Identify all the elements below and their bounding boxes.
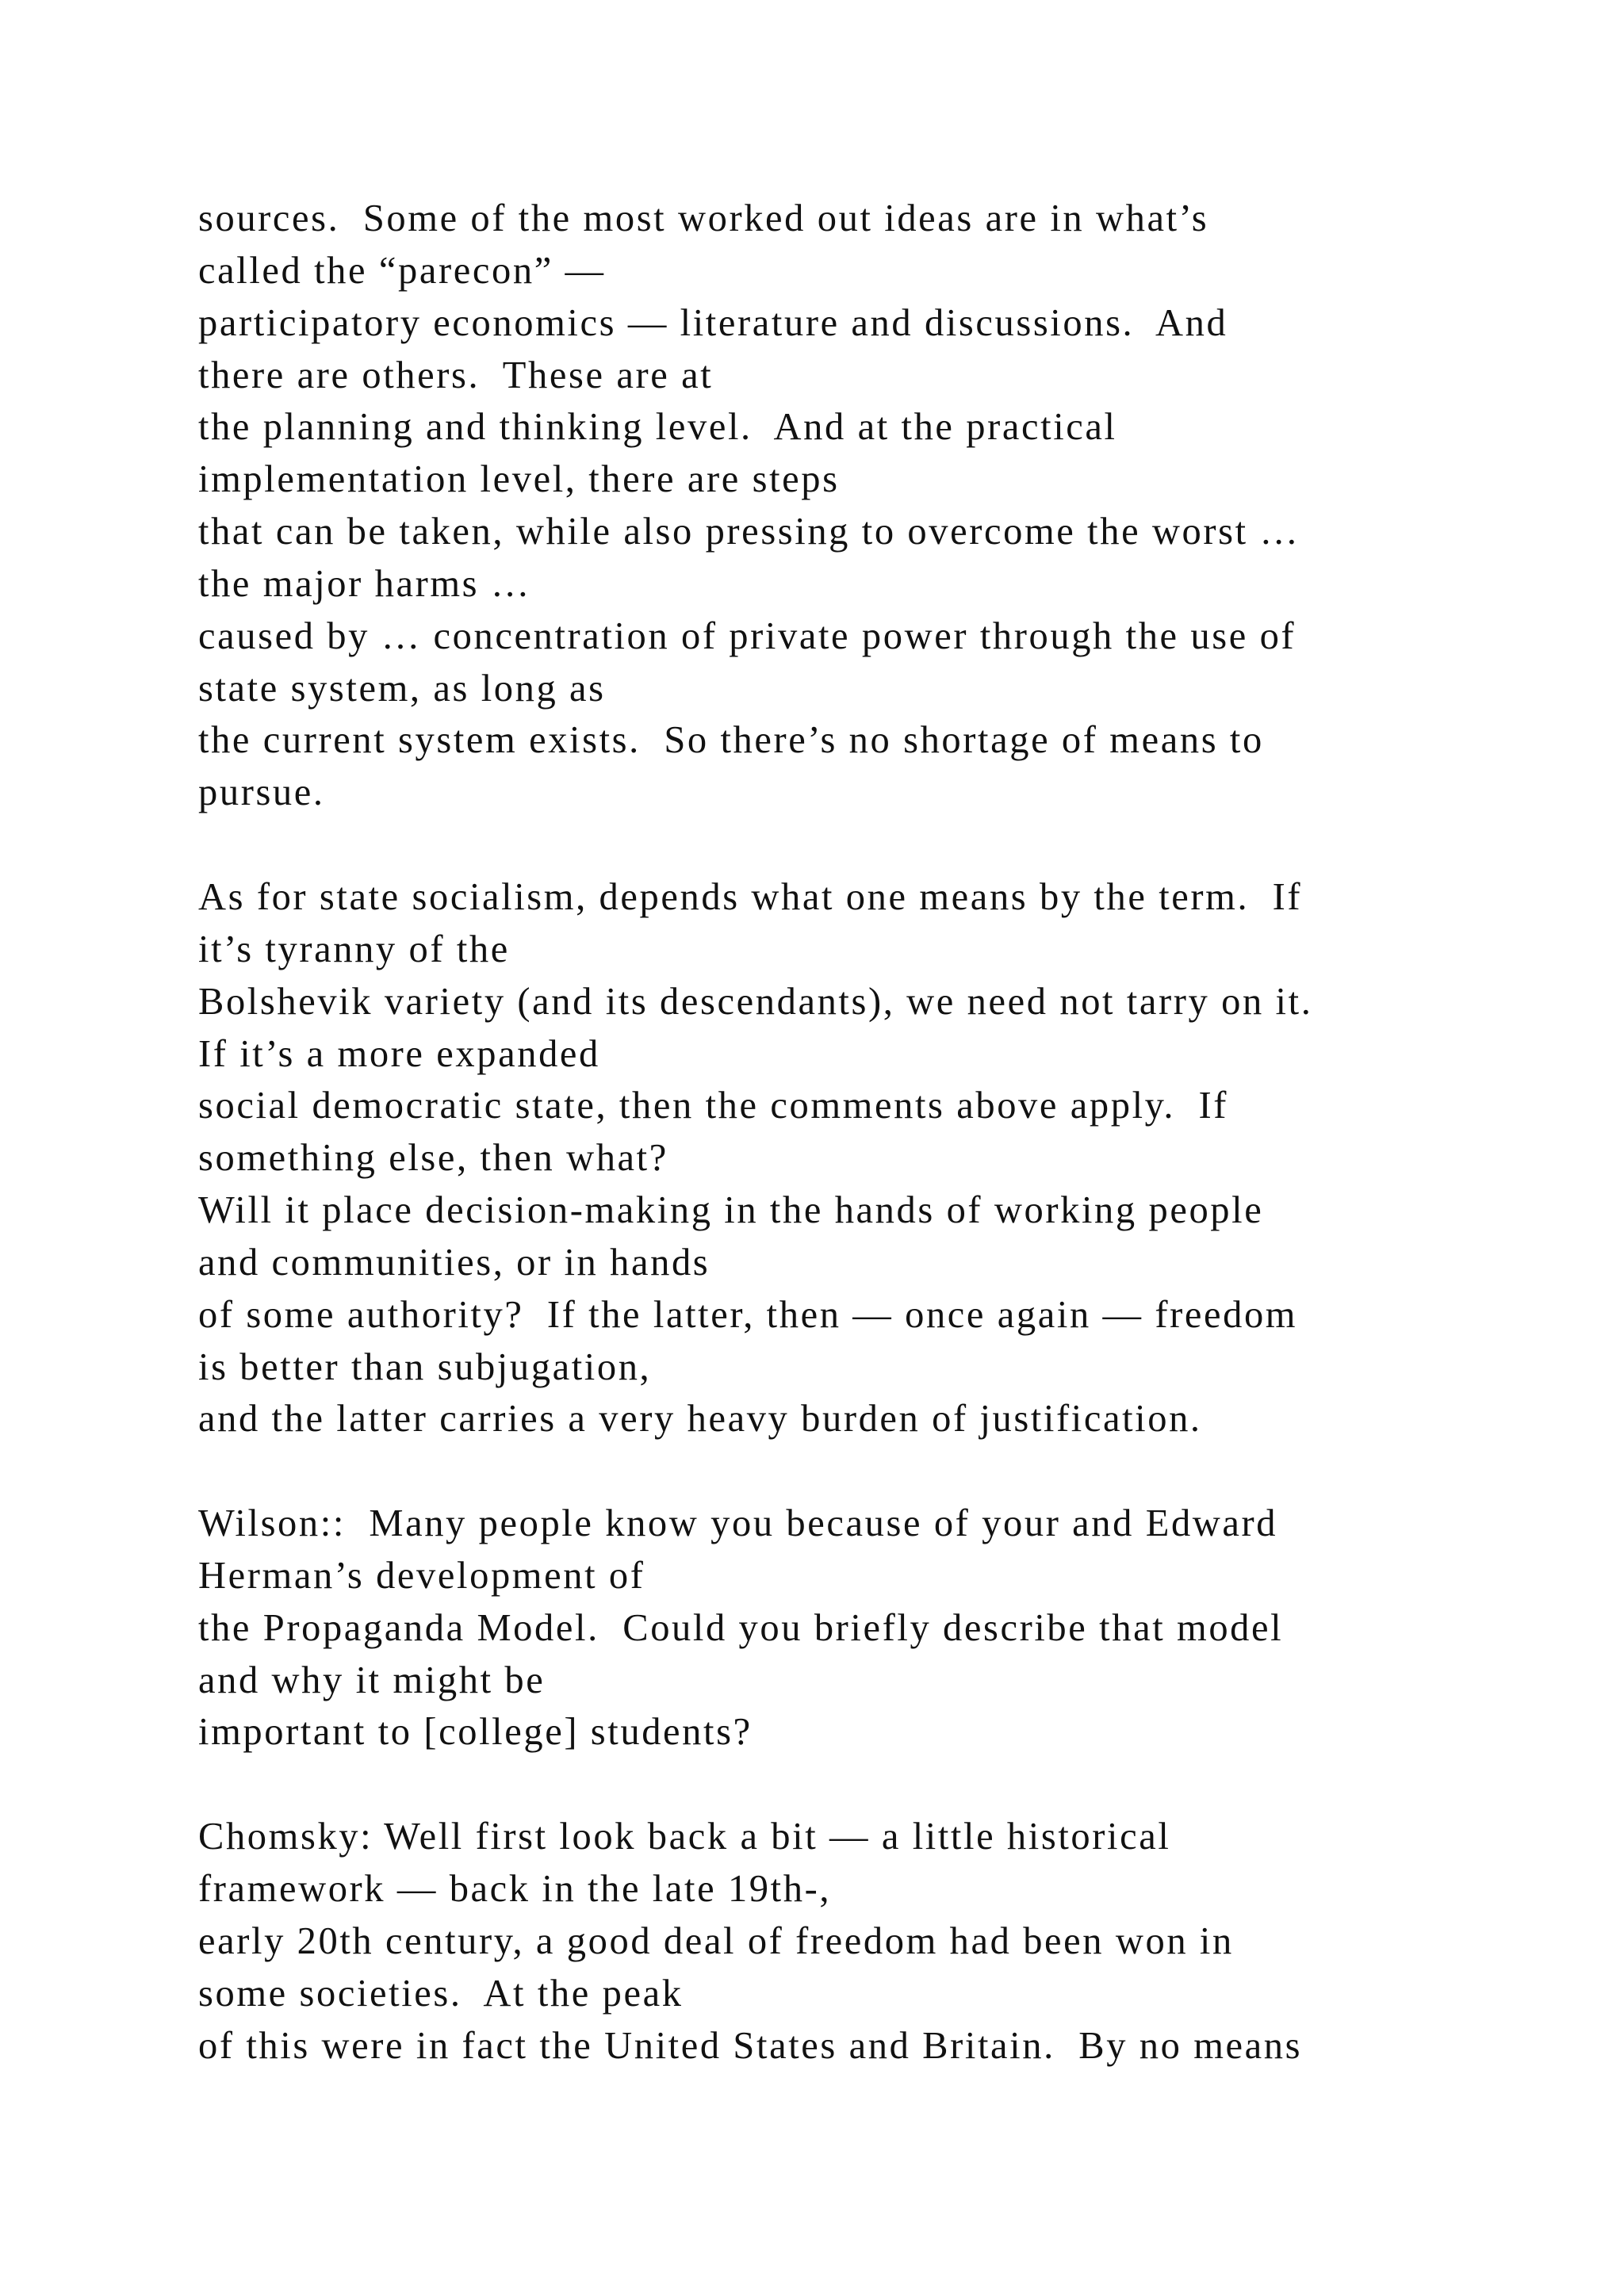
text-line: called the “parecon” —: [198, 249, 606, 292]
paragraph-spacer: [198, 819, 1507, 871]
text-line: Wilson:: Many people know you because of your and Edward: [198, 1502, 1278, 1545]
paragraph-spacer: [198, 1445, 1507, 1498]
text-line: If it’s a more expanded: [198, 1032, 600, 1075]
text-line: the planning and thinking level. And at the practical: [198, 406, 1117, 449]
text-line: there are others. These are at: [198, 354, 714, 396]
text-line: is better than subjugation,: [198, 1345, 652, 1388]
text-line: sources. Some of the most worked out ideas are in what’s: [198, 197, 1209, 239]
text-line: something else, then what?: [198, 1137, 668, 1180]
text-line: Herman’s development of: [198, 1554, 645, 1597]
paragraph: [198, 1498, 1507, 1758]
text-line: implementation level, there are steps: [198, 458, 840, 501]
paragraph: [198, 871, 1507, 1445]
text-line: some societies. At the peak: [198, 1972, 684, 2015]
document-body: [198, 193, 1507, 2072]
text-line: Bolshevik variety (and its descendants), we need not tarry on it.: [198, 980, 1313, 1023]
text-line: social democratic state, then the comments above apply. If: [198, 1085, 1229, 1127]
text-line: As for state socialism, depends what one means by the term. If: [198, 875, 1303, 918]
paragraph: [198, 193, 1507, 819]
text-line: and the latter carries a very heavy burden of justification.: [198, 1398, 1202, 1441]
paragraph: [198, 1811, 1507, 2072]
text-line: the major harms …: [198, 562, 531, 605]
text-line: that can be taken, while also pressing to overcome the worst …: [198, 511, 1300, 553]
text-line: the Propaganda Model. Could you briefly describe that model: [198, 1606, 1284, 1649]
text-line: Chomsky: Well first look back a bit — a little historical: [198, 1816, 1171, 1858]
text-line: Will it place decision-making in the hands of working people: [198, 1189, 1264, 1232]
text-line: of this were in fact the United States and Britain. By no means: [198, 2024, 1303, 2067]
text-line: important to [college] students?: [198, 1711, 753, 1754]
text-line: early 20th century, a good deal of freedom had been won in: [198, 1919, 1234, 1962]
text-line: caused by … concentration of private power through the use of: [198, 614, 1297, 657]
text-line: participatory economics — literature and discussions. And: [198, 301, 1228, 344]
text-line: framework — back in the late 19th-,: [198, 1868, 832, 1910]
text-line: it’s tyranny of the: [198, 928, 510, 970]
text-line: and communities, or in hands: [198, 1241, 710, 1284]
text-line: state system, as long as: [198, 667, 606, 710]
text-line: of some authority? If the latter, then — once again — freedom: [198, 1293, 1298, 1336]
text-line: the current system exists. So there’s no shortage of means to: [198, 719, 1264, 762]
text-line: and why it might be: [198, 1659, 546, 1701]
paragraph-spacer: [198, 1758, 1507, 1811]
text-line: pursue.: [198, 771, 325, 814]
